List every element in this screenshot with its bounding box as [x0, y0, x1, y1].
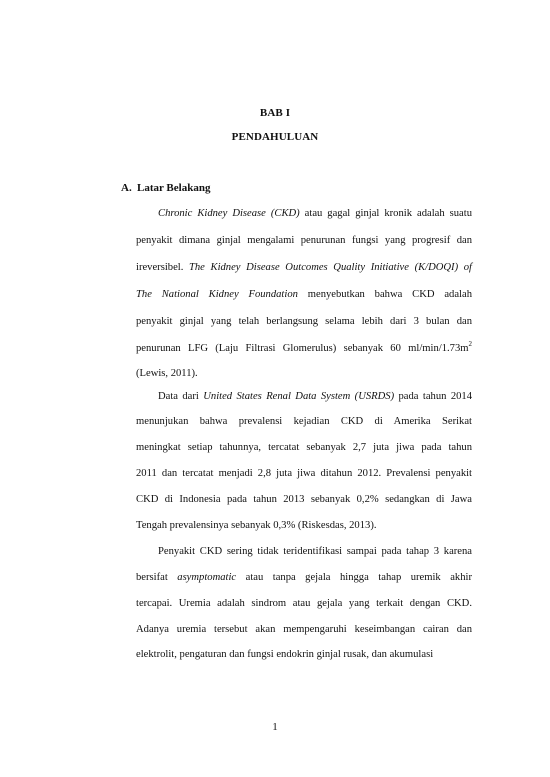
text-run: ireversibel.	[136, 262, 189, 273]
page-number: 1	[272, 721, 278, 733]
text-run: menyebutkan bahwa CKD adalah	[297, 289, 472, 300]
paragraph-2-line-2	[136, 415, 472, 429]
chapter-title: PENDAHULUAN	[231, 131, 319, 143]
section-number: A.	[121, 182, 132, 194]
paragraph-3-line-2	[136, 571, 472, 585]
paragraph-3-line-5	[136, 648, 472, 662]
paragraph-3-line-1	[158, 545, 472, 559]
text-run: penyakit dimana ginjal mengalami penurunan fungsi yang progresif dan	[136, 235, 472, 246]
italic-text: The National Kidney Foundation	[136, 289, 298, 300]
text-run: Tengah prevalensinya sebanyak 0,3% (Riskesdas, 2013).	[136, 520, 377, 531]
paragraph-2-line-6	[136, 519, 472, 533]
text-run: penurunan LFG (Laju Filtrasi Glomerulus) sebanyak 60 ml/min/1.73m	[136, 343, 469, 354]
paragraph-2-line-4	[136, 467, 472, 481]
paragraph-1-line-3	[136, 261, 472, 275]
text-run: Adanya uremia tersebut akan mempengaruhi keseimbangan cairan dan	[136, 624, 472, 635]
italic-text: asymptomatic	[177, 572, 237, 583]
text-run: meningkat setiap tahunnya, tercatat sebanyak 2,7 juta jiwa pada tahun	[136, 442, 472, 453]
paragraph-1-line-6	[136, 342, 472, 356]
text-run: (Lewis, 2011).	[136, 368, 198, 379]
paragraph-2-line-3	[136, 441, 472, 455]
text-run: menunjukan bahwa prevalensi kejadian CKD di Amerika Serikat	[136, 416, 472, 427]
paragraph-3-line-4	[136, 623, 472, 637]
italic-text: United States Renal Data System (USRDS)	[203, 391, 395, 402]
paragraph-2-line-5	[136, 493, 472, 507]
paragraph-1-line-4	[136, 288, 472, 302]
body-text	[136, 0, 472, 777]
text-run: bersifat	[136, 572, 178, 583]
text-run: elektrolit, pengaturan dan fungsi endokrin ginjal rusak, dan akumulasi	[136, 649, 434, 660]
text-run: penyakit ginjal yang telah berlangsung selama lebih dari 3 bulan dan	[136, 316, 472, 327]
text-run: tercapai. Uremia adalah sindrom atau gejala yang terkait dengan CKD.	[136, 598, 472, 609]
paragraph-1-line-2	[136, 234, 472, 248]
text-run: 2011 dan tercatat menjadi 2,8 juta jiwa ditahun 2012. Prevalensi penyakit	[136, 468, 472, 479]
paragraph-1-line-1	[158, 207, 472, 221]
text-run: atau tanpa gejala hingga tahap uremik akhir	[236, 572, 472, 583]
text-run: atau gagal ginjal kronik adalah suatu	[299, 208, 472, 219]
section-title: Latar Belakang	[137, 182, 211, 194]
paragraph-1-line-7	[136, 367, 472, 381]
paragraph-3-line-3	[136, 597, 472, 611]
text-run: CKD di Indonesia pada tahun 2013 sebanyak 0,2% sedangkan di Jawa	[136, 494, 472, 505]
paragraph-1-line-5	[136, 315, 472, 329]
chapter-label: BAB I	[259, 107, 291, 119]
paragraph-2-line-1	[158, 390, 472, 404]
italic-text: Chronic Kidney Disease (CKD)	[158, 208, 300, 219]
text-run: Data dari	[158, 391, 204, 402]
text-run: pada tahun 2014	[394, 391, 473, 402]
text-run: Penyakit CKD sering tidak teridentifikasi sampai pada tahap 3 karena	[158, 546, 472, 557]
superscript: 2	[468, 340, 472, 348]
italic-text: The Kidney Disease Outcomes Quality Initiative (K/DOQI) of	[188, 262, 472, 273]
